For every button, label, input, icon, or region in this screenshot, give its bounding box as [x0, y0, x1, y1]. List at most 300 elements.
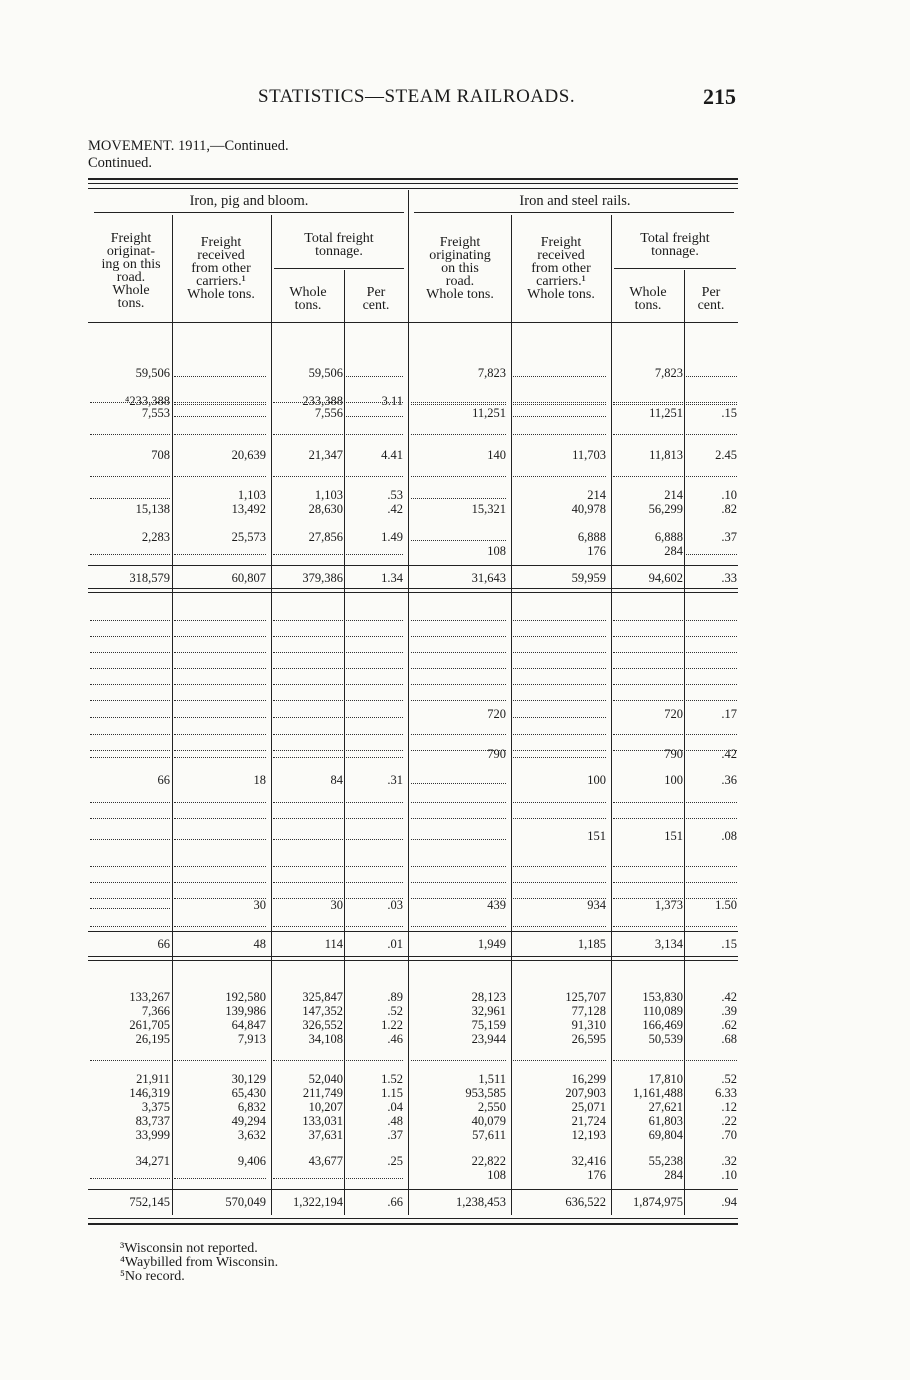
dot-leader [411, 700, 506, 701]
table-cell: 61,803 [648, 1114, 683, 1128]
dot-leader [411, 434, 506, 435]
table-cell: .31 [387, 773, 403, 787]
section-rule [88, 565, 738, 566]
table-cell: .37 [387, 1128, 403, 1142]
table-cell: 60,807 [231, 571, 266, 585]
table-cell: .10 [721, 488, 737, 502]
dot-leader [174, 684, 266, 685]
table-cell: .10 [721, 1168, 737, 1182]
dot-leader [513, 652, 606, 653]
footnote: ³Wisconsin not reported. [120, 1241, 258, 1256]
section-rule [88, 931, 738, 932]
table-cell: 146,319 [129, 1086, 170, 1100]
dot-leader [411, 498, 506, 499]
table-row [0, 1114, 910, 1128]
dot-leader [90, 818, 170, 819]
dot-leader [346, 1060, 403, 1061]
table-row [0, 724, 910, 738]
dot-leader [273, 802, 343, 803]
total-rule-right [614, 268, 736, 269]
table-cell: .22 [721, 1114, 737, 1128]
table-cell: 21,724 [571, 1114, 606, 1128]
table-cell: 7,823 [654, 366, 683, 380]
dot-leader [686, 620, 737, 621]
table-cell: 23,944 [471, 1032, 506, 1046]
table-cell: 32,961 [471, 1004, 506, 1018]
dot-leader [513, 734, 606, 735]
dot-leader [346, 700, 403, 701]
dot-leader [411, 540, 506, 541]
dot-leader [513, 818, 606, 819]
table-cell: 25,071 [571, 1100, 606, 1114]
dot-leader [90, 734, 170, 735]
dot-leader [273, 476, 343, 477]
dot-leader [174, 376, 266, 377]
table-cell: 7,553 [141, 406, 170, 420]
table-cell: 153,830 [642, 990, 683, 1004]
dot-leader [411, 802, 506, 803]
table-cell: 32,416 [571, 1154, 606, 1168]
table-cell: .94 [721, 1195, 737, 1209]
header-total-right: Total freight tonnage. [640, 231, 710, 259]
table-row [0, 406, 910, 420]
total-rule-left [274, 268, 404, 269]
section-rule [88, 956, 738, 957]
dot-leader [346, 652, 403, 653]
table-cell: 953,585 [465, 1086, 506, 1100]
table-cell: 1.34 [381, 571, 403, 585]
table-cell: 2.45 [715, 448, 737, 462]
table-row [0, 1004, 910, 1018]
dot-leader [411, 652, 506, 653]
table-cell: .48 [387, 1114, 403, 1128]
table-cell: .68 [721, 1032, 737, 1046]
group-rule [414, 212, 734, 213]
table-cell: 75,159 [471, 1018, 506, 1032]
table-row [0, 674, 910, 688]
table-cell: 326,552 [302, 1018, 343, 1032]
dot-leader [411, 926, 506, 927]
table-row [0, 916, 910, 930]
table-cell: 752,145 [129, 1195, 170, 1209]
table-cell: 22,822 [471, 1154, 506, 1168]
dot-leader [273, 882, 343, 883]
dot-leader [686, 476, 737, 477]
table-cell: 84 [330, 773, 343, 787]
table-row [0, 466, 910, 480]
dot-leader [273, 757, 343, 758]
dot-leader [513, 717, 606, 718]
dot-leader [513, 476, 606, 477]
dot-leader [346, 434, 403, 435]
dot-leader [346, 554, 403, 555]
table-row [0, 773, 910, 787]
dot-leader [686, 882, 737, 883]
dot-leader [273, 652, 343, 653]
dot-leader [90, 620, 170, 621]
table-row [0, 690, 910, 704]
dot-leader [174, 476, 266, 477]
table-cell: 1,373 [654, 898, 683, 912]
table-row [0, 937, 910, 951]
table-cell: 3.11 [381, 394, 403, 408]
dot-leader [513, 434, 606, 435]
table-cell: 77,128 [571, 1004, 606, 1018]
table-cell: .33 [721, 571, 737, 585]
table-cell: 1,238,453 [456, 1195, 506, 1209]
table-cell: 4.41 [381, 448, 403, 462]
dot-leader [174, 802, 266, 803]
dot-leader [513, 668, 606, 669]
dot-leader [90, 652, 170, 653]
table-cell: 1.22 [381, 1018, 403, 1032]
table-cell: 570,049 [225, 1195, 266, 1209]
table-row [0, 1072, 910, 1086]
table-cell: 18 [253, 773, 266, 787]
table-cell: 69,804 [648, 1128, 683, 1142]
table-cell: 108 [487, 544, 506, 558]
dot-leader [346, 476, 403, 477]
top-rule [88, 178, 738, 180]
table-cell: 6,888 [654, 530, 683, 544]
table-cell: 176 [587, 544, 606, 558]
dot-leader [686, 652, 737, 653]
dot-leader [411, 620, 506, 621]
table-cell: 66 [157, 773, 170, 787]
table-cell: 52,040 [308, 1072, 343, 1086]
dot-leader [273, 1060, 343, 1061]
table-cell: .42 [721, 990, 737, 1004]
table-cell: 1,511 [478, 1072, 506, 1086]
table-cell: .39 [721, 1004, 737, 1018]
table-cell: 151 [664, 829, 683, 843]
table-cell: 7,913 [237, 1032, 266, 1046]
dot-leader [174, 839, 266, 840]
dot-leader [613, 734, 683, 735]
table-cell: 3,375 [141, 1100, 170, 1114]
dot-leader [174, 882, 266, 883]
dot-leader [346, 684, 403, 685]
table-row [0, 448, 910, 462]
table-cell: 1,874,975 [633, 1195, 683, 1209]
dot-leader [411, 684, 506, 685]
table-cell: .62 [721, 1018, 737, 1032]
table-cell: .04 [387, 1100, 403, 1114]
table-cell: .82 [721, 502, 737, 516]
table-cell: 7,366 [141, 1004, 170, 1018]
table-cell: 34,271 [135, 1154, 170, 1168]
table-row [0, 642, 910, 656]
dot-leader [90, 498, 170, 499]
dot-leader [686, 668, 737, 669]
header-bottom-rule [88, 322, 738, 323]
header-whole-tons-right: Whole tons. [629, 285, 667, 313]
table-cell: .03 [387, 898, 403, 912]
table-row [0, 502, 910, 516]
dot-leader [90, 757, 170, 758]
header-originating-right: Freight originating on this road. Whole tons. [426, 235, 494, 302]
dot-leader [90, 668, 170, 669]
table-cell: 1.52 [381, 1072, 403, 1086]
table-cell: 6,888 [577, 530, 606, 544]
dot-leader [346, 866, 403, 867]
table-cell: .42 [721, 747, 737, 761]
dot-leader [346, 668, 403, 669]
dot-leader [513, 376, 606, 377]
dot-leader [273, 818, 343, 819]
table-row [0, 872, 910, 886]
dot-leader [613, 636, 683, 637]
table-cell: 284 [664, 544, 683, 558]
dot-leader [346, 882, 403, 883]
table-cell: 27,856 [308, 530, 343, 544]
table-cell: 790 [664, 747, 683, 761]
table-cell: 261,705 [129, 1018, 170, 1032]
dot-leader [174, 926, 266, 927]
header-received-right: Freight received from other carriers.¹ Whole tons. [527, 235, 595, 302]
table-row [0, 898, 910, 912]
table-cell: 100 [664, 773, 683, 787]
table-cell: .25 [387, 1154, 403, 1168]
top-rule [88, 183, 738, 184]
table-cell: 27,621 [648, 1100, 683, 1114]
table-cell: 1,322,194 [293, 1195, 343, 1209]
dot-leader [174, 620, 266, 621]
table-row [0, 658, 910, 672]
dot-leader [513, 700, 606, 701]
table-cell: 439 [487, 898, 506, 912]
page-number: 215 [703, 84, 736, 109]
table-cell: 20,639 [231, 448, 266, 462]
table-row [0, 1154, 910, 1168]
dot-leader [513, 620, 606, 621]
table-cell: 3,632 [237, 1128, 266, 1142]
dot-leader [174, 652, 266, 653]
dot-leader [411, 839, 506, 840]
table-cell: 133,267 [129, 990, 170, 1004]
header-total-left: Total freight tonnage. [304, 231, 374, 259]
table-row [0, 1128, 910, 1142]
dot-leader [273, 684, 343, 685]
table-cell: 211,749 [302, 1086, 343, 1100]
table-cell: 176 [587, 1168, 606, 1182]
table-cell: 13,492 [231, 502, 266, 516]
table-cell: 318,579 [129, 571, 170, 585]
table-row [0, 1050, 910, 1064]
table-cell: 59,506 [308, 366, 343, 380]
table-cell: 43,677 [308, 1154, 343, 1168]
dot-leader [346, 818, 403, 819]
table-cell: .52 [387, 1004, 403, 1018]
dot-leader [686, 434, 737, 435]
table-cell: 790 [487, 747, 506, 761]
table-cell: 1,161,488 [633, 1086, 683, 1100]
dot-leader [513, 684, 606, 685]
table-cell: .42 [387, 502, 403, 516]
table-cell: 1.15 [381, 1086, 403, 1100]
dot-leader [346, 926, 403, 927]
table-cell: 15,138 [135, 502, 170, 516]
dot-leader [686, 1060, 737, 1061]
table-cell: 934 [587, 898, 606, 912]
dot-leader [174, 404, 266, 405]
table-row [0, 1195, 910, 1209]
dot-leader [273, 636, 343, 637]
table-cell: 30 [330, 898, 343, 912]
dot-leader [273, 434, 343, 435]
table-cell: .17 [721, 707, 737, 721]
table-cell: 17,810 [648, 1072, 683, 1086]
table-row [0, 626, 910, 640]
table-cell: 1.49 [381, 530, 403, 544]
dot-leader [411, 476, 506, 477]
table-cell: .66 [387, 1195, 403, 1209]
table-row [0, 792, 910, 806]
dot-leader [273, 734, 343, 735]
table-cell: 59,506 [135, 366, 170, 380]
table-row [0, 990, 910, 1004]
table-cell: 66 [157, 937, 170, 951]
table-row [0, 424, 910, 438]
table-cell: 31,643 [471, 571, 506, 585]
dot-leader [90, 866, 170, 867]
table-cell: 10,207 [308, 1100, 343, 1114]
dot-leader [513, 757, 606, 758]
dot-leader [346, 636, 403, 637]
dot-leader [174, 1060, 266, 1061]
dot-leader [346, 416, 403, 417]
dot-leader [411, 818, 506, 819]
table-cell: 100 [587, 773, 606, 787]
table-cell: 6,832 [237, 1100, 266, 1114]
dot-leader [613, 668, 683, 669]
table-cell: 28,630 [308, 502, 343, 516]
dot-leader [613, 404, 683, 405]
table-row [0, 530, 910, 544]
table-cell: 34,108 [308, 1032, 343, 1046]
table-cell: 50,539 [648, 1032, 683, 1046]
table-cell: 108 [487, 1168, 506, 1182]
dot-leader [411, 734, 506, 735]
dot-leader [613, 620, 683, 621]
table-cell: ⁴233,388 [125, 394, 170, 408]
table-cell: 26,595 [571, 1032, 606, 1046]
dot-leader [174, 757, 266, 758]
table-cell: 48 [253, 937, 266, 951]
section-rule [88, 960, 738, 961]
dot-leader [686, 866, 737, 867]
dot-leader [174, 866, 266, 867]
header-originating-left: Freight originat- ing on this road. Whole tons. [101, 231, 161, 311]
dot-leader [513, 1060, 606, 1061]
table-cell: 11,251 [472, 406, 506, 420]
dot-leader [90, 908, 170, 909]
dot-leader [273, 700, 343, 701]
table-cell: 40,978 [571, 502, 606, 516]
dot-leader [613, 866, 683, 867]
table-cell: 325,847 [302, 990, 343, 1004]
dot-leader [90, 926, 170, 927]
dot-leader [90, 476, 170, 477]
table-cell: 7,556 [314, 406, 343, 420]
table-cell: .15 [721, 406, 737, 420]
table-cell: .52 [721, 1072, 737, 1086]
dot-leader [90, 1178, 170, 1179]
table-cell: 1,103 [314, 488, 343, 502]
dot-leader [90, 802, 170, 803]
table-cell: 37,631 [308, 1128, 343, 1142]
table-cell: 26,195 [135, 1032, 170, 1046]
table-cell: 21,347 [308, 448, 343, 462]
dot-leader [411, 783, 506, 784]
section-rule [88, 1189, 738, 1190]
table-cell: .32 [721, 1154, 737, 1168]
table-cell: 284 [664, 1168, 683, 1182]
dot-leader [90, 700, 170, 701]
group-rule [94, 212, 404, 213]
table-cell: .53 [387, 488, 403, 502]
header-per-cent-right: Per cent. [697, 285, 725, 313]
dot-leader [273, 668, 343, 669]
dot-leader [346, 376, 403, 377]
table-cell: .15 [721, 937, 737, 951]
table-row [0, 366, 910, 380]
dot-leader [513, 404, 606, 405]
table-cell: 139,986 [225, 1004, 266, 1018]
dot-leader [686, 376, 737, 377]
dot-leader [273, 620, 343, 621]
table-cell: 147,352 [302, 1004, 343, 1018]
table-cell: 15,321 [471, 502, 506, 516]
table-row [0, 1168, 910, 1182]
dot-leader [346, 802, 403, 803]
dot-leader [174, 818, 266, 819]
dot-leader [174, 1178, 266, 1179]
dot-leader [346, 1178, 403, 1179]
table-cell: 214 [587, 488, 606, 502]
dot-leader [90, 717, 170, 718]
dot-leader [613, 700, 683, 701]
dot-leader [411, 668, 506, 669]
dot-leader [273, 866, 343, 867]
dot-leader [90, 882, 170, 883]
table-cell: 30 [253, 898, 266, 912]
dot-leader [686, 684, 737, 685]
table-cell: 114 [324, 937, 343, 951]
dot-leader [411, 882, 506, 883]
dot-leader [686, 554, 737, 555]
dot-leader [174, 636, 266, 637]
dot-leader [346, 717, 403, 718]
dot-leader [346, 839, 403, 840]
table-row [0, 747, 910, 761]
dot-leader [613, 818, 683, 819]
table-row [0, 856, 910, 870]
table-cell: 133,031 [302, 1114, 343, 1128]
dot-leader [273, 926, 343, 927]
dot-leader [513, 802, 606, 803]
table-cell: 110,089 [642, 1004, 683, 1018]
dot-leader [174, 416, 266, 417]
table-cell: 636,522 [565, 1195, 606, 1209]
table-cell: 2,283 [141, 530, 170, 544]
table-row [0, 1100, 910, 1114]
section-rule [88, 588, 738, 589]
dot-leader [174, 434, 266, 435]
table-cell: 379,386 [302, 571, 343, 585]
table-row [0, 707, 910, 721]
table-row [0, 488, 910, 502]
